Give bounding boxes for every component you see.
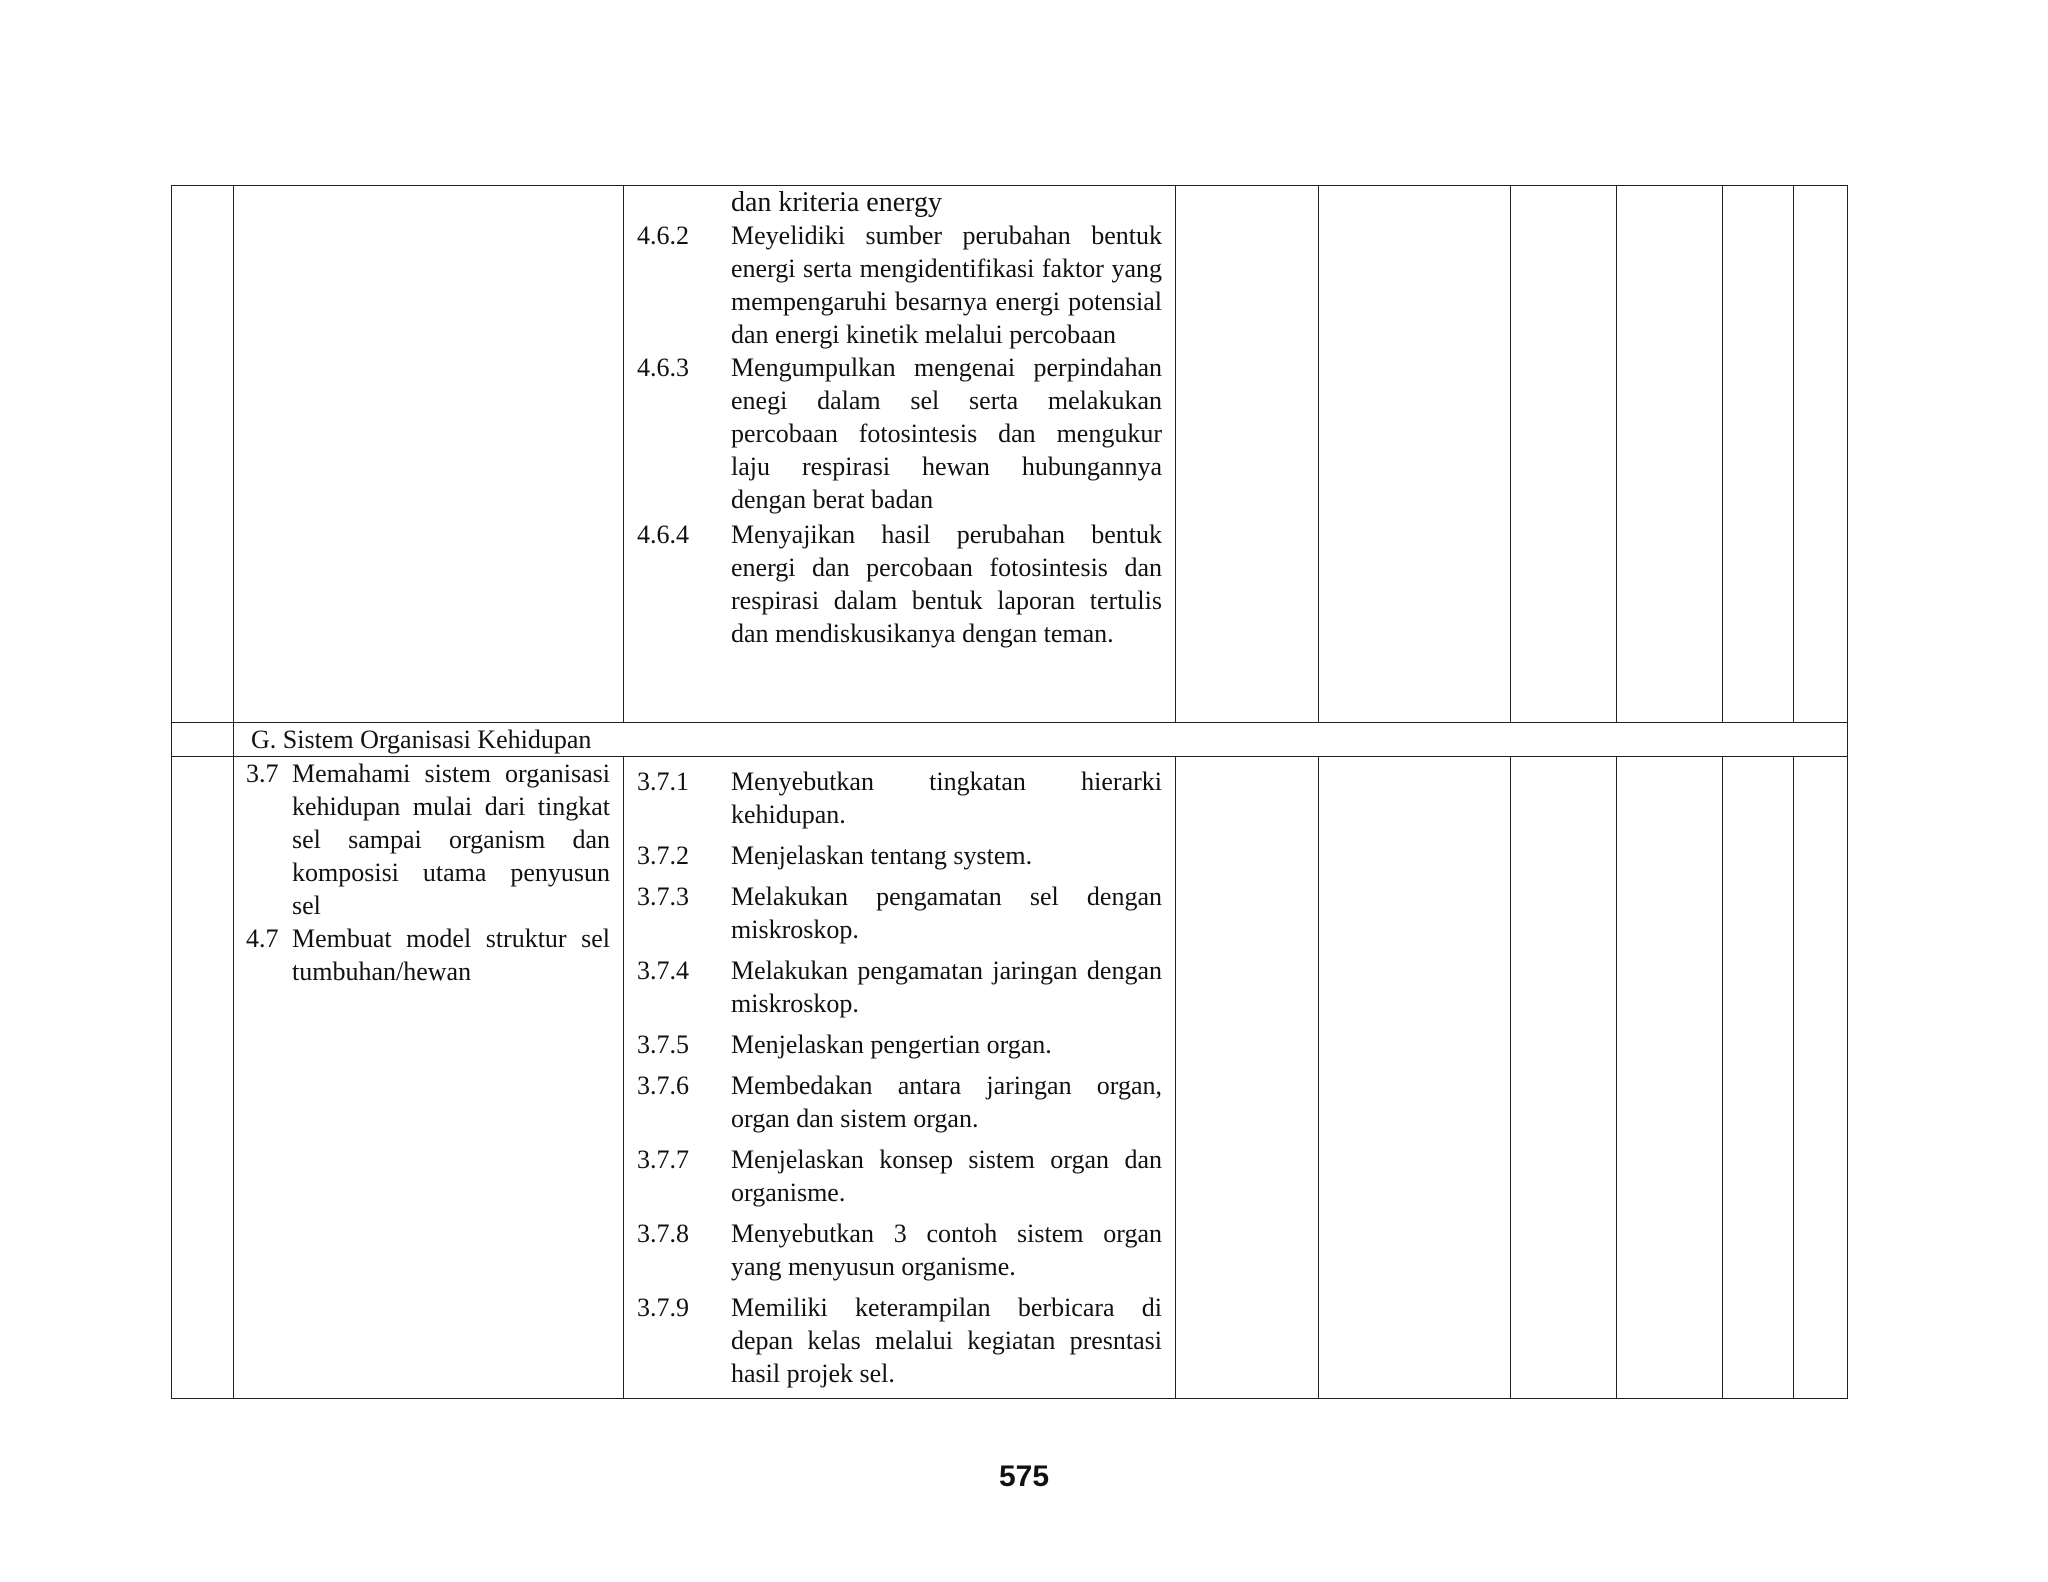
indicator-item [637, 1217, 1162, 1283]
no-cell [172, 186, 234, 723]
empty-cell [1794, 757, 1848, 1399]
indicator-text: Menyebutkan 3 contoh sistem organ yang menyusun organisme. [731, 1219, 1162, 1281]
kd-cell [234, 757, 624, 1399]
empty-cell [1723, 757, 1794, 1399]
kd-text: Membuat model struktur sel tumbuhan/hewan [292, 924, 610, 986]
indicator-text: Memiliki keterampilan berbicara di depan kelas melalui kegiatan presntasi hasil projek sel. [731, 1293, 1162, 1388]
indicator-item [637, 219, 1162, 351]
indicator-text: Menyebutkan tingkatan hierarki kehidupan. [731, 767, 1162, 829]
indicator-lead [637, 186, 1162, 219]
indicator-number: 3.7.5 [637, 1030, 689, 1059]
indicator-number: 4.6.2 [637, 221, 689, 250]
kd-item [246, 757, 610, 922]
indicator-text: Mengumpulkan mengenai perpindahan enegi dalam sel serta melakukan percobaan fotosintesis dan mengukur laju respirasi hewan hubungannya dengan berat badan [731, 353, 1162, 514]
section-title: G. Sistem Organisasi Kehidupan [251, 725, 592, 754]
empty-cell [1617, 186, 1723, 723]
empty-cell [1319, 186, 1511, 723]
page-number: 575 [998, 1460, 1050, 1493]
table-row [172, 757, 1848, 1399]
indicator-text: Menjelaskan konsep sistem organ dan organisme. [731, 1145, 1162, 1207]
document-table [171, 185, 1848, 1399]
empty-cell [1176, 186, 1319, 723]
indicator-number: 3.7.6 [637, 1071, 689, 1100]
empty-cell [1617, 757, 1723, 1399]
indicator-item [637, 1028, 1162, 1061]
kd-cell [234, 186, 624, 723]
indicator-number: 3.7.4 [637, 956, 689, 985]
empty-cell [1319, 757, 1511, 1399]
indicator-cell [624, 757, 1176, 1399]
table-row [172, 186, 1848, 723]
indicator-item [637, 839, 1162, 872]
kd-text: Memahami sistem organisasi kehidupan mulai dari tingkat sel sampai organism dan komposisi utama penyusun sel [292, 759, 610, 920]
indicator-number: 4.6.3 [637, 353, 689, 382]
no-cell [172, 757, 234, 1399]
indicator-text: Melakukan pengamatan sel dengan miskroskop. [731, 882, 1162, 944]
no-cell [172, 723, 234, 757]
indicator-number: 3.7.3 [637, 882, 689, 911]
kd-item [246, 922, 610, 988]
indicator-text: Menjelaskan tentang system. [731, 841, 1033, 870]
indicator-item [637, 351, 1162, 516]
empty-cell [1511, 186, 1617, 723]
empty-cell [1511, 757, 1617, 1399]
indicator-text: Menjelaskan pengertian organ. [731, 1030, 1052, 1059]
indicator-text: Menyajikan hasil perubahan bentuk energi dan percobaan fotosintesis dan respirasi dalam bentuk laporan tertulis dan mendiskusikanya dengan teman. [731, 520, 1162, 648]
indicator-text: Membedakan antara jaringan organ, organ dan sistem organ. [731, 1071, 1162, 1133]
kd-number: 3.7 [246, 759, 279, 788]
indicator-item [637, 1069, 1162, 1135]
empty-cell [1723, 186, 1794, 723]
indicator-text: Melakukan pengamatan jaringan dengan miskroskop. [731, 956, 1162, 1018]
indicator-lead-text: dan kriteria energy [731, 187, 942, 218]
indicator-number: 4.6.4 [637, 520, 689, 549]
indicator-cell [624, 186, 1176, 723]
section-row [172, 723, 1848, 757]
indicator-item [637, 518, 1162, 650]
indicator-number: 3.7.8 [637, 1219, 689, 1248]
indicator-item [637, 1291, 1162, 1390]
section-cell [234, 723, 1848, 757]
kd-number: 4.7 [246, 924, 279, 953]
empty-cell [1176, 757, 1319, 1399]
indicator-number: 3.7.7 [637, 1145, 689, 1174]
indicator-item [637, 880, 1162, 946]
indicator-item [637, 765, 1162, 831]
indicator-item [637, 1143, 1162, 1209]
indicator-item [637, 954, 1162, 1020]
empty-cell [1794, 186, 1848, 723]
indicator-number: 3.7.1 [637, 767, 689, 796]
indicator-text: Meyelidiki sumber perubahan bentuk energi serta mengidentifikasi faktor yang mempengaruhi besarnya energi potensial dan energi kinetik melalui percobaan [731, 221, 1162, 349]
indicator-number: 3.7.9 [637, 1293, 689, 1322]
indicator-number: 3.7.2 [637, 841, 689, 870]
